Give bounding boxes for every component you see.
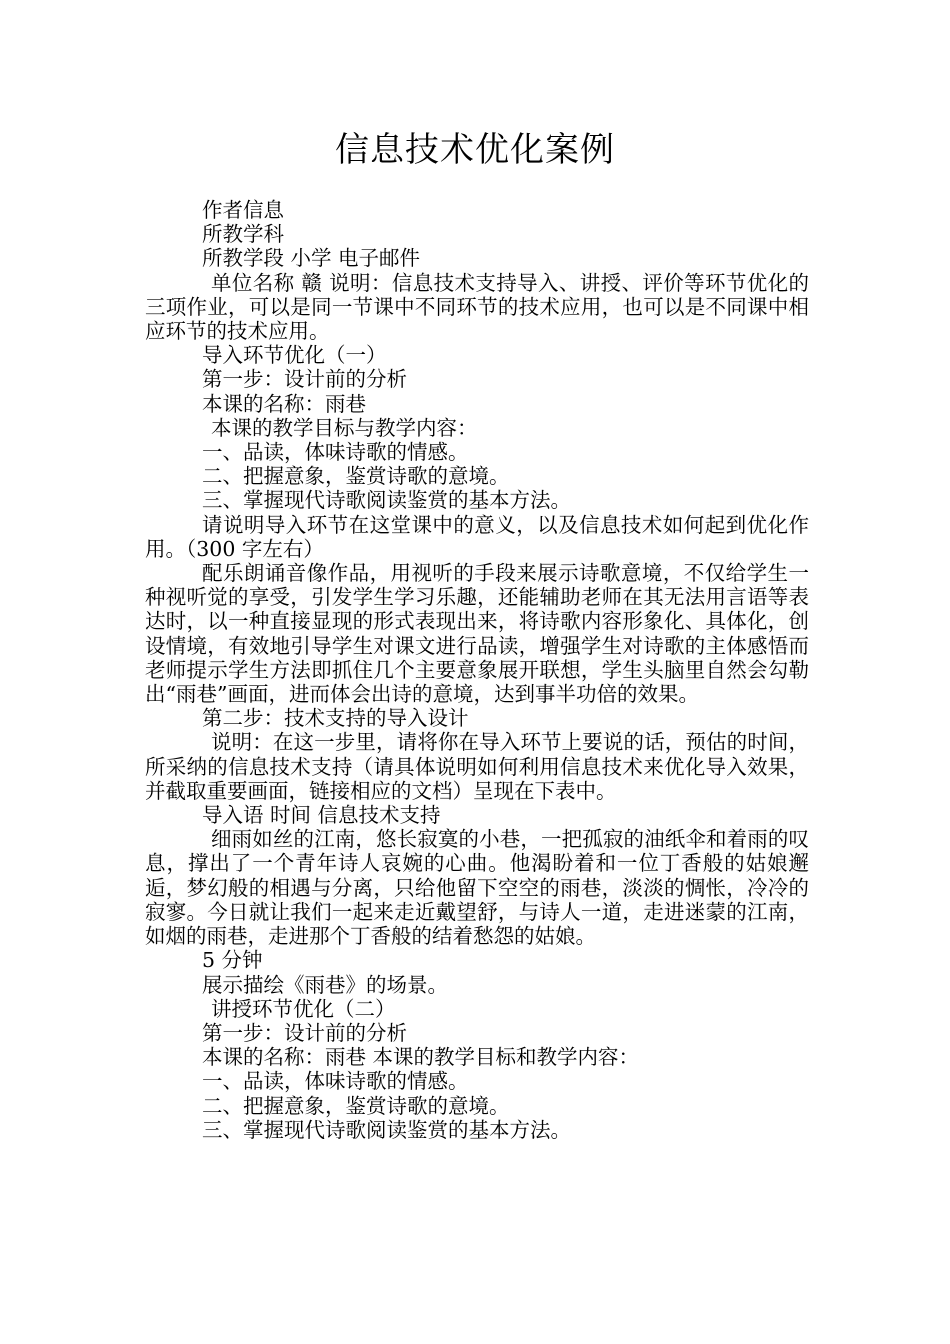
step-one-heading-2: 第一步：设计前的分析 xyxy=(202,1020,407,1045)
objective-item-3: 三、掌握现代诗歌阅读鉴赏的基本方法。 xyxy=(202,488,571,513)
objective-item-3b: 三、掌握现代诗歌阅读鉴赏的基本方法。 xyxy=(202,1117,571,1142)
section-heading-lecture: 讲授环节优化（二） xyxy=(211,996,396,1021)
step-two-instructions: 说明：在这一步里，请将你在导入环节上要说的话，预估的时间，所采纳的信息技术支持（请具体说明如何利用信息技术来优化导入效果，并截取重要画面，链接相应的文档）呈现在下表中。 xyxy=(145,730,809,803)
answer-paragraph: 配乐朗诵音像作品，用视听的手段来展示诗歌意境，不仅给学生一种视听觉的享受，引发学生学习乐趣，还能辅助老师在其无法用言语等表达时，以一种直接显现的形式表现出来，将诗歌内容形象化、具体化，创设情境，有效地引导学生对课文进行品读，增强学生对诗歌的主体感悟而老师提示学生方法即抓住几个主要意象展开联想，学生头脑里自然会勾勒出“雨巷”画面，进而体会出诗的意境，达到事半功倍的效果。 xyxy=(145,561,809,707)
objective-item-2: 二、把握意象，鉴赏诗歌的意境。 xyxy=(202,464,510,489)
intro-speech-paragraph: 细雨如丝的江南，悠长寂寞的小巷，一把孤寂的油纸伞和着雨的叹息，撑出了一个青年诗人哀婉的心曲。他渴盼着和一位丁香般的姑娘邂逅，梦幻般的相遇与分离，只给他留下空空的雨巷，淡淡的惆怅，冷冷的寂寥。今日就让我们一起来走近戴望舒，与诗人一道，走进迷蒙的江南，如烟的雨巷，走进那个丁香般的结着愁怨的姑娘。 xyxy=(145,827,809,949)
author-info-label: 作者信息 xyxy=(202,198,284,222)
grade-level-line: 所教学段 小学 电子邮件 xyxy=(202,246,421,271)
step-two-heading: 第二步：技术支持的导入设计 xyxy=(202,706,469,731)
question-paragraph: 请说明导入环节在这堂课中的意义，以及信息技术如何起到优化作用。（300 字左右） xyxy=(145,512,809,561)
document-title: 信息技术优化案例 xyxy=(335,130,615,170)
document-body xyxy=(145,198,809,1142)
lesson-name-line: 本课的名称：雨巷 xyxy=(202,391,366,416)
tech-support-line: 展示描绘《雨巷》的场景。 xyxy=(202,972,448,997)
subject-label: 所教学科 xyxy=(202,222,284,247)
section-heading-intro: 导入环节优化（一） xyxy=(202,343,387,368)
objective-item-1b: 一、品读，体味诗歌的情感。 xyxy=(202,1069,469,1094)
lesson-name-line-2: 本课的名称：雨巷 本课的教学目标和教学内容： xyxy=(202,1045,640,1070)
objectives-heading: 本课的教学目标与教学内容： xyxy=(211,415,478,440)
objective-item-2b: 二、把握意象，鉴赏诗歌的意境。 xyxy=(202,1093,510,1118)
table-header-line: 导入语 时间 信息技术支持 xyxy=(202,803,441,828)
step-one-heading: 第一步：设计前的分析 xyxy=(202,367,407,392)
objective-item-1: 一、品读，体味诗歌的情感。 xyxy=(202,440,469,465)
unit-instructions-paragraph: 单位名称 赣 说明：信息技术支持导入、讲授、评价等环节优化的三项作业，可以是同一节课中不同环节的技术应用，也可以是不同课中相应环节的技术应用。 xyxy=(145,270,809,344)
duration-line: 5 分钟 xyxy=(202,948,263,973)
